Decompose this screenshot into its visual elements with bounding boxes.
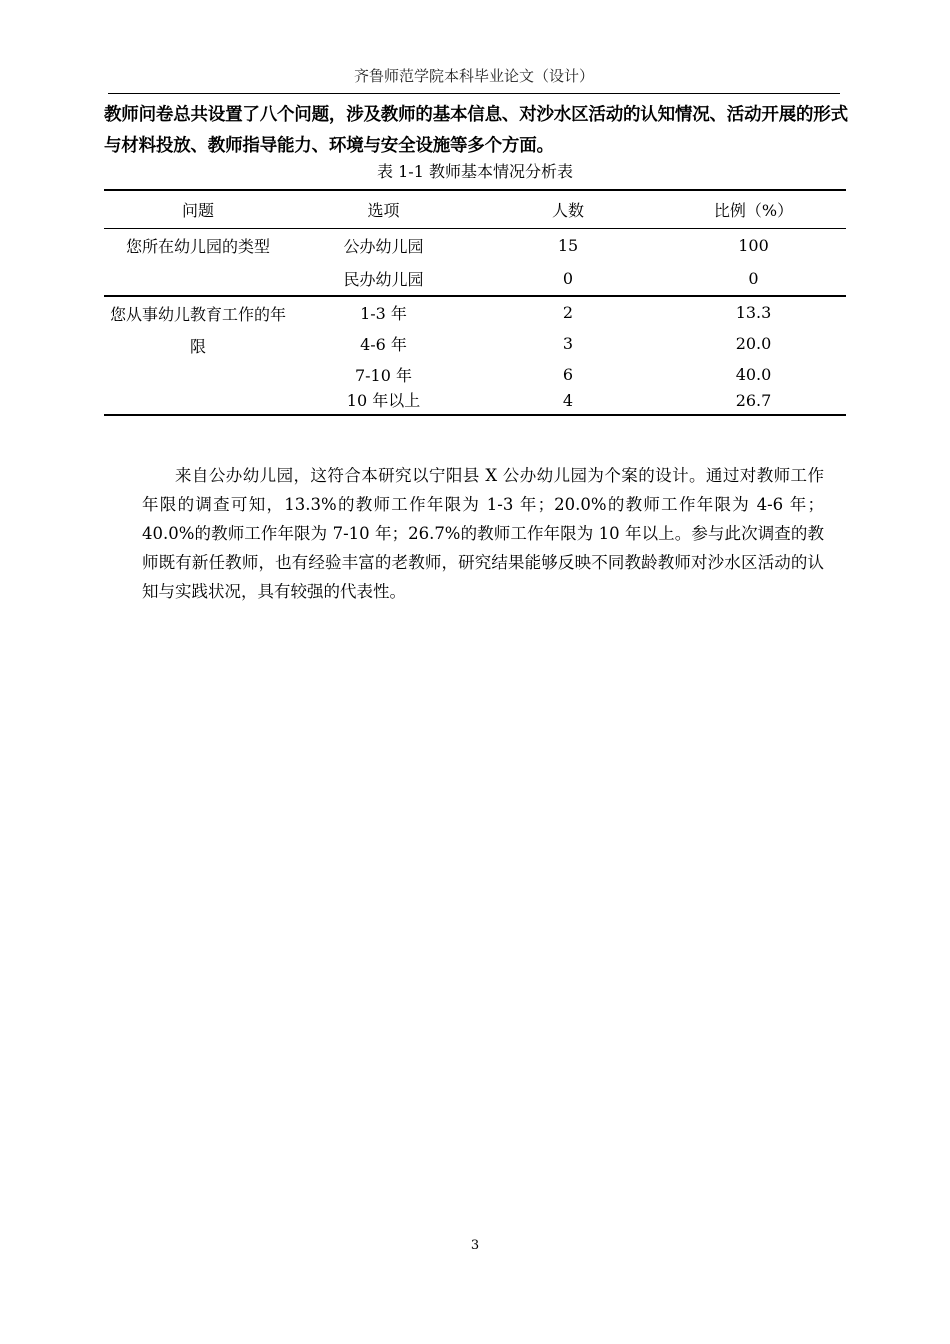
- group-kindergarten-type: [104, 229, 846, 297]
- option-cell: 7-10 年: [354, 366, 413, 385]
- column-header-option: 选项: [292, 190, 475, 229]
- column-header-count: 人数: [475, 190, 661, 229]
- ratio-cell: 100: [738, 236, 769, 255]
- group-work-years: [104, 296, 846, 415]
- count-cell: 3: [562, 334, 574, 353]
- option-cell: 公办幼儿园: [343, 237, 424, 256]
- ratio-cell: 40.0: [735, 365, 772, 384]
- ratio-cell: 26.7: [735, 391, 772, 410]
- option-cell: 10 年以上: [346, 391, 421, 410]
- option-cell: 1-3 年: [360, 304, 407, 323]
- ratio-cell: 13.3: [735, 303, 772, 322]
- table-row: [104, 229, 846, 263]
- ratio-cell: 0: [748, 269, 759, 288]
- table-header-row: [104, 190, 846, 229]
- count-cell: 2: [562, 303, 574, 322]
- count-cell: 15: [557, 236, 579, 255]
- question-cell: 您从事幼儿教育工作的年限: [109, 305, 286, 356]
- column-header-question: 问题: [104, 190, 292, 229]
- table-caption: 表 1-1 教师基本情况分析表: [377, 162, 573, 181]
- table-row: [104, 296, 846, 328]
- column-header-ratio: 比例（%）: [661, 190, 846, 229]
- count-cell: 6: [562, 365, 574, 384]
- question-cell: 您所在幼儿园的类型: [125, 237, 270, 256]
- count-cell: 0: [562, 269, 574, 288]
- teacher-info-table: [104, 189, 846, 416]
- intro-paragraph: 教师问卷总共设置了八个问题，涉及教师的基本信息、对沙水区活动的认知情况、活动开展的形式与材料投放、教师指导能力、环境与安全设施等多个方面。: [104, 105, 848, 156]
- ratio-cell: 20.0: [735, 334, 772, 353]
- option-cell: 4-6 年: [360, 335, 407, 354]
- page-number: 3: [470, 1238, 480, 1253]
- body-text: [142, 461, 824, 606]
- body-paragraph: 来自公办幼儿园，这符合本研究以宁阳县 X 公办幼儿园为个案的设计。通过对教师工作年限的调查可知，13.3%的教师工作年限为 1-3 年；20.0%的教师工作年限为 4-6 年；40.0%的教师工作年限为 7-10 年；26.7%的教师工作年限为 10 年以上。参与此次调查的教师既有新任教师，也有经验丰富的老教师，研究结果能够反映不同教龄教师对沙水区活动的认知与实践状况，具有较强的代表性。: [142, 466, 824, 601]
- page-header: 齐鲁师范学院本科毕业论文（设计）: [108, 64, 840, 94]
- option-cell: 民办幼儿园: [343, 270, 424, 289]
- count-cell: 4: [562, 391, 574, 410]
